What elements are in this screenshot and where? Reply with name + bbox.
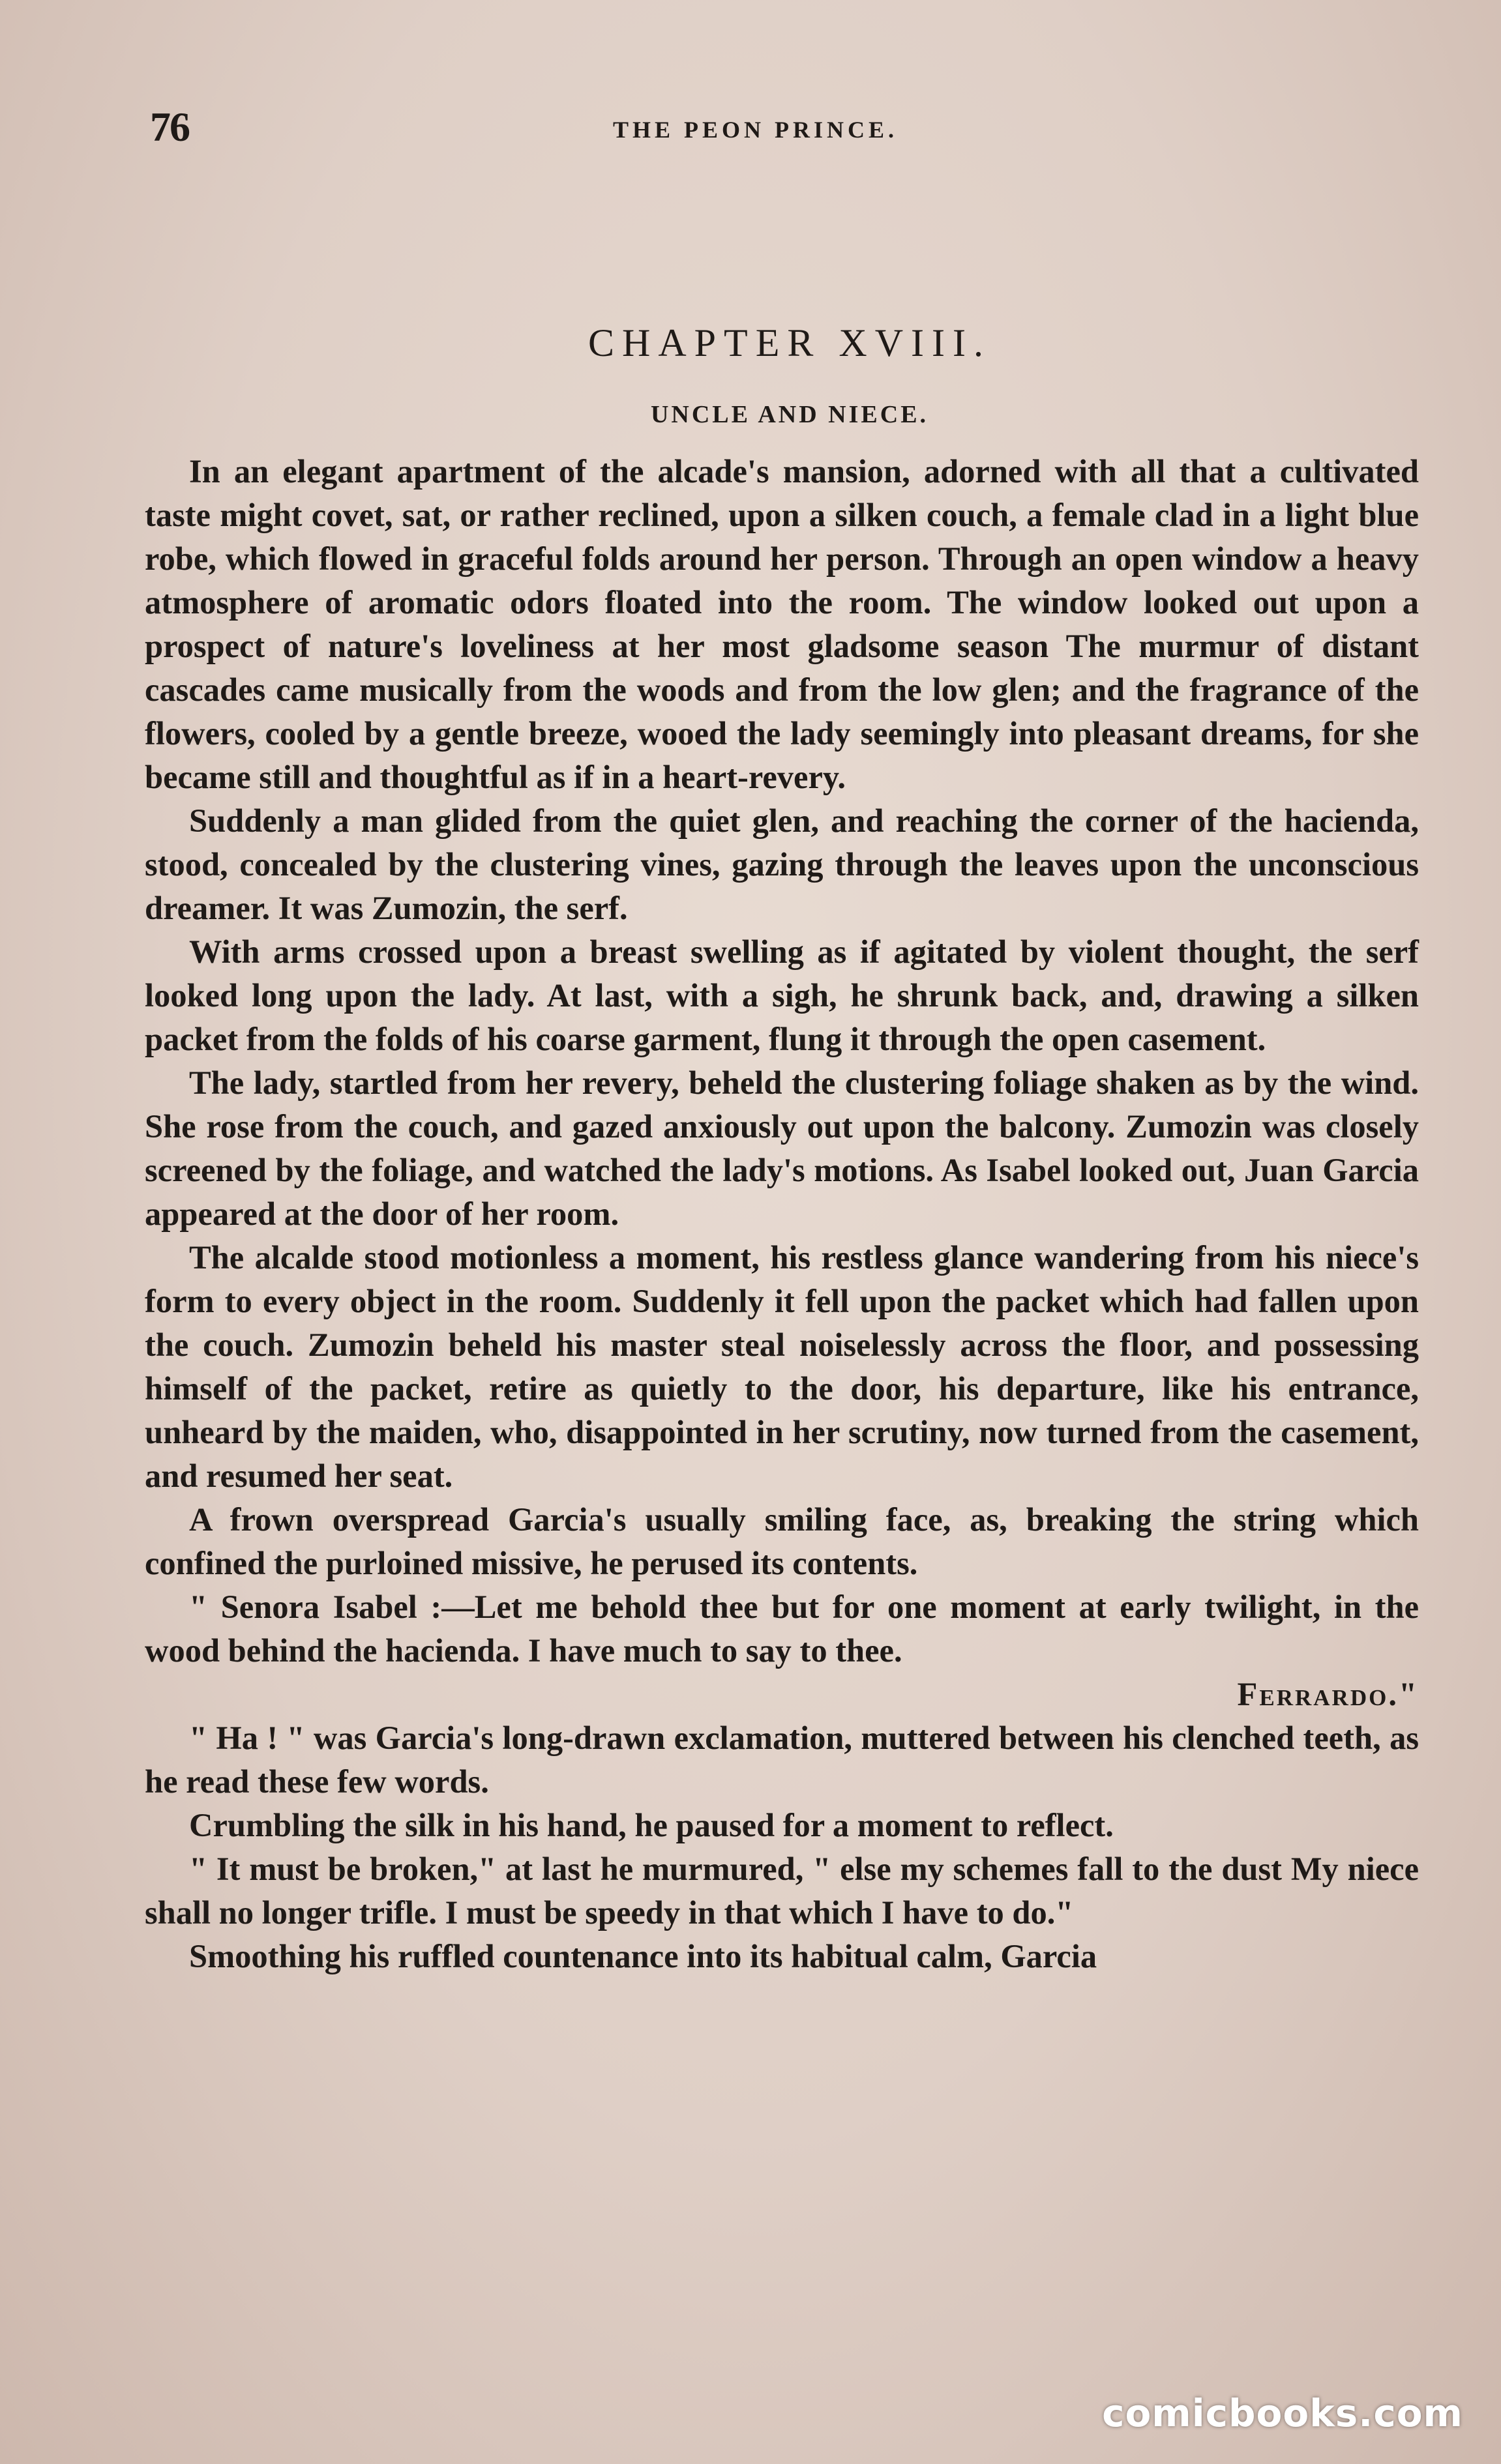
paragraph-3: With arms crossed upon a breast swelling as if agitated by violent thought, the serf looked long upon the lady. At last, with a sigh, he shrunk back, and, drawing a silken packet from the folds of his coarse garment, flung it through the open casement. bbox=[145, 933, 1419, 1057]
paragraph-2: Suddenly a man glided from the quiet glen, and reaching the corner of the hacienda, stood, concealed by the clustering vines, gazing through the leaves upon the unconscious dreamer. It was Zumozin, the serf. bbox=[145, 802, 1419, 926]
page-header bbox=[150, 103, 1421, 162]
chapter-title: CHAPTER XVIII. bbox=[588, 321, 991, 364]
signature-name: Ferrardo." bbox=[1237, 1676, 1419, 1712]
paragraph-10: Smoothing his ruffled countenance into its habitual calm, Garcia bbox=[189, 1938, 1097, 1974]
paragraph-6: A frown overspread Garcia's usually smiling face, as, breaking the string which confined the purloined missive, he perused its contents. bbox=[145, 1501, 1419, 1581]
chapter-subtitle: UNCLE AND NIECE. bbox=[650, 401, 929, 428]
paragraph-7: " Ha ! " was Garcia's long-drawn exclamation, muttered between his clenched teeth, as he read these few words. bbox=[145, 1720, 1419, 1800]
paragraph-9: " It must be broken," at last he murmured, " else my schemes fall to the dust My niece shall no longer trifle. I must be speedy in that which I have to do." bbox=[145, 1851, 1419, 1931]
letter-text: " Senora Isabel :—Let me behold thee but for one moment at early twilight, in the wood behind the hacienda. I have much to say to thee. bbox=[145, 1589, 1419, 1669]
page-number: 76 bbox=[150, 104, 189, 150]
paragraph-1: In an elegant apartment of the alcade's mansion, adorned with all that a cultivated taste might covet, sat, or rather reclined, upon a silken couch, a female clad in a light blue robe, which flowed in graceful folds around her person. Through an open window a heavy atmosphere of aromatic odors floated into the room. The window looked out upon a prospect of nature's loveliness at her most gladsome season The murmur of distant cascades came musically from the woods and from the low glen; and the fragrance of the flowers, cooled by a gentle breeze, wooed the lady seemingly into pleasant dreams, for she became still and thoughtful as if in a heart-revery. bbox=[145, 453, 1419, 795]
watermark: comicbooks.com bbox=[1102, 2391, 1463, 2435]
paragraph-8: Crumbling the silk in his hand, he paused for a moment to reflect. bbox=[189, 1807, 1114, 1843]
paragraph-5: The alcalde stood motionless a moment, his restless glance wandering from his niece's form to every object in the room. Suddenly it fell upon the packet which had fallen upon the couch. Zumozin beheld his master steal noiselessly across the floor, and possessing himself of the packet, retire as quietly to the door, his departure, like his entrance, unheard by the maiden, who, disappointed in her scrutiny, now turned from the casement, and resumed her seat. bbox=[145, 1239, 1419, 1494]
body-text bbox=[145, 450, 1419, 1978]
letter-signature bbox=[145, 1673, 1419, 1716]
running-head: THE PEON PRINCE. bbox=[613, 117, 899, 143]
paragraph-4: The lady, startled from her revery, beheld the clustering foliage shaken as by the wind. She rose from the couch, and gazed anxiously out upon the balcony. Zumozin was closely screened by the foliage, and watched the lady's motions. As Isabel looked out, Juan Garcia appeared at the door of her room. bbox=[145, 1064, 1419, 1232]
